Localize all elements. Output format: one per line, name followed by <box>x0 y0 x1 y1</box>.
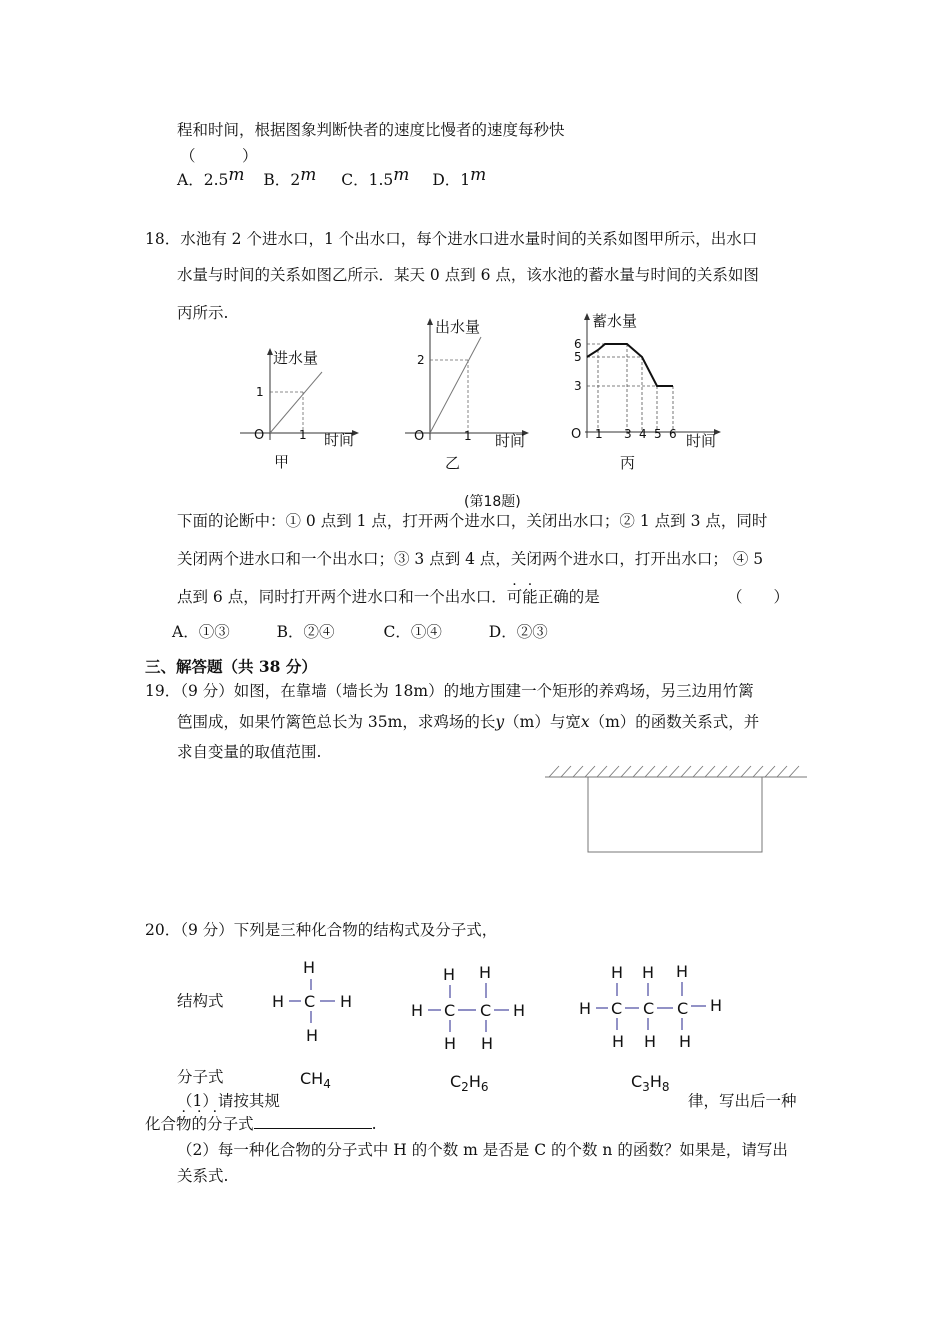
yi-line <box>430 337 481 433</box>
jia-ytick: 1 <box>256 385 264 399</box>
formula-c3h8: $C_3H_8$ <box>631 1072 670 1095</box>
q18-option-d[interactable]: D．②③ <box>488 623 548 641</box>
bing-ytick-6: 6 <box>574 337 582 351</box>
svg-text:H: H <box>642 963 655 982</box>
bing-origin: O <box>571 427 582 442</box>
wall-hatching <box>549 766 799 777</box>
svg-text:H: H <box>444 1034 457 1053</box>
svg-text:H: H <box>411 1001 424 1020</box>
svg-text:C: C <box>677 999 689 1018</box>
formula-c2h6: $C_2H_6$ <box>450 1072 489 1095</box>
bing-caption: 丙 <box>620 454 636 472</box>
svg-text:C: C <box>611 999 623 1018</box>
q18-line3: 丙所示. <box>177 304 229 322</box>
structure-c3h8 <box>576 958 736 1053</box>
molecular-label: 分子式 <box>177 1068 224 1086</box>
svg-text:H: H <box>306 1026 319 1045</box>
section3-title: 三、解答题（共 38 分） <box>145 657 317 676</box>
q17-option-d[interactable]: D．1m <box>432 165 487 189</box>
jia-ylabel: 进水量 <box>273 349 319 367</box>
yi-origin: O <box>414 429 425 444</box>
jia-xtick: 1 <box>299 428 307 442</box>
q20-p1-end: 律，写出后一种 <box>688 1092 797 1110</box>
q18-line2: 水量与时间的关系如图乙所示．某天 0 点到 6 点，该水池的蓄水量与时间的关系如图 <box>177 266 759 284</box>
q18-figure-caption: (第18题) <box>464 494 521 510</box>
formula-ch4: $CH_4$ <box>300 1069 331 1092</box>
q18-answer-paren: （ ） <box>727 588 790 606</box>
q19-wall-figure <box>545 764 807 856</box>
svg-text:H: H <box>644 1032 657 1051</box>
q20-p1-start: （1）请按其规 <box>177 1092 280 1110</box>
q17-option-a[interactable]: A．2.5m <box>177 165 245 189</box>
structure-c2h6 <box>408 960 538 1055</box>
answer-blank[interactable] <box>254 1114 372 1129</box>
q17-option-c[interactable]: C．1.5m <box>341 165 410 189</box>
jia-origin: O <box>254 428 265 443</box>
svg-text:H: H <box>612 1032 625 1051</box>
q17-stem-tail: 程和时间，根据图象判断快者的速度比慢者的速度每秒快 <box>177 121 565 139</box>
q19-line2: 笆围成，如果竹篱笆总长为 35m，求鸡场的长y（m）与宽x（m）的函数关系式，并 <box>177 713 760 731</box>
q18-option-c[interactable]: C．①④ <box>383 623 442 641</box>
svg-text:H: H <box>303 958 316 977</box>
q19-line1: 19．（9 分）如图，在靠墙（墙长为 18m）的地方围建一个矩形的养鸡场，另三边用竹篱 <box>145 682 754 700</box>
q18-stmt3: 点到 6 点，同时打开两个进水口和一个出水口．可能正确的是 <box>177 588 600 606</box>
q20-p2-line2: 关系式. <box>177 1167 229 1185</box>
svg-text:H: H <box>513 1001 526 1020</box>
svg-text:C: C <box>643 999 655 1018</box>
q18-line1: 18．水池有 2 个进水口，1 个出水口，每个进水口进水量时间的关系如图甲所示，出水口 <box>145 230 758 248</box>
bing-xtick-5: 5 <box>654 427 662 441</box>
svg-text:H: H <box>676 962 689 981</box>
bing-xtick-1: 1 <box>595 427 603 441</box>
structure-label: 结构式 <box>177 992 224 1010</box>
graph-yi <box>405 315 535 475</box>
svg-text:H: H <box>443 965 456 984</box>
svg-text:H: H <box>340 992 353 1011</box>
q18-stmt2: 关闭两个进水口和一个出水口；③ 3 点到 4 点，关闭两个进水口，打开出水口； ④ 5 <box>177 550 764 568</box>
jia-caption: 甲 <box>274 453 290 471</box>
yi-ytick: 2 <box>417 353 425 367</box>
q17-options <box>177 165 487 190</box>
yi-ylabel: 出水量 <box>435 318 481 336</box>
bing-ytick-5: 5 <box>574 350 582 364</box>
svg-text:H: H <box>579 999 592 1018</box>
yi-xtick: 1 <box>464 429 472 443</box>
bing-xtick-3: 3 <box>624 427 632 441</box>
svg-text:C: C <box>444 1001 456 1020</box>
bing-storage-line <box>587 344 673 386</box>
q18-option-a[interactable]: A．①③ <box>172 623 230 641</box>
svg-text:H: H <box>272 992 285 1011</box>
jia-xlabel: 时间 <box>324 431 355 449</box>
q18-option-b[interactable]: B．②④ <box>276 623 335 641</box>
chicken-coop-fence <box>588 777 762 852</box>
q19-line3: 求自变量的取值范围. <box>177 743 322 761</box>
svg-text:H: H <box>481 1034 494 1053</box>
structure-ch4 <box>268 955 368 1050</box>
svg-text:H: H <box>479 963 492 982</box>
yi-caption: 乙 <box>445 454 461 472</box>
q18-options <box>172 622 548 642</box>
jia-line <box>270 372 322 433</box>
q17-option-b[interactable]: B．2m <box>263 165 317 189</box>
q20-line1: 20．（9 分）下列是三种化合物的结构式及分子式， <box>145 921 498 939</box>
q20-p1-line2: 化合物的分子式 . <box>145 1115 377 1133</box>
bing-xlabel: 时间 <box>686 432 717 450</box>
bing-xtick-4: 4 <box>639 427 647 441</box>
yi-xlabel: 时间 <box>495 432 526 450</box>
graph-jia <box>240 345 360 475</box>
svg-text:H: H <box>679 1032 692 1051</box>
q20-p2-line1: （2）每一种化合物的分子式中 H 的个数 m 是否是 C 的个数 n 的函数？如果是，请写出 <box>177 1141 788 1159</box>
svg-text:H: H <box>710 996 723 1015</box>
q18-stmt1: 下面的论断中：① 0 点到 1 点，打开两个进水口，关闭出水口；② 1 点到 3 点，同时 <box>177 512 768 530</box>
svg-text:C: C <box>304 992 316 1011</box>
bing-ylabel: 蓄水量 <box>592 312 638 330</box>
q17-answer-paren: （ ） <box>180 147 258 165</box>
bing-xtick-6: 6 <box>669 427 677 441</box>
svg-text:H: H <box>611 963 624 982</box>
graph-bing <box>570 310 730 475</box>
bing-ytick-3: 3 <box>574 379 582 393</box>
svg-text:C: C <box>480 1001 492 1020</box>
